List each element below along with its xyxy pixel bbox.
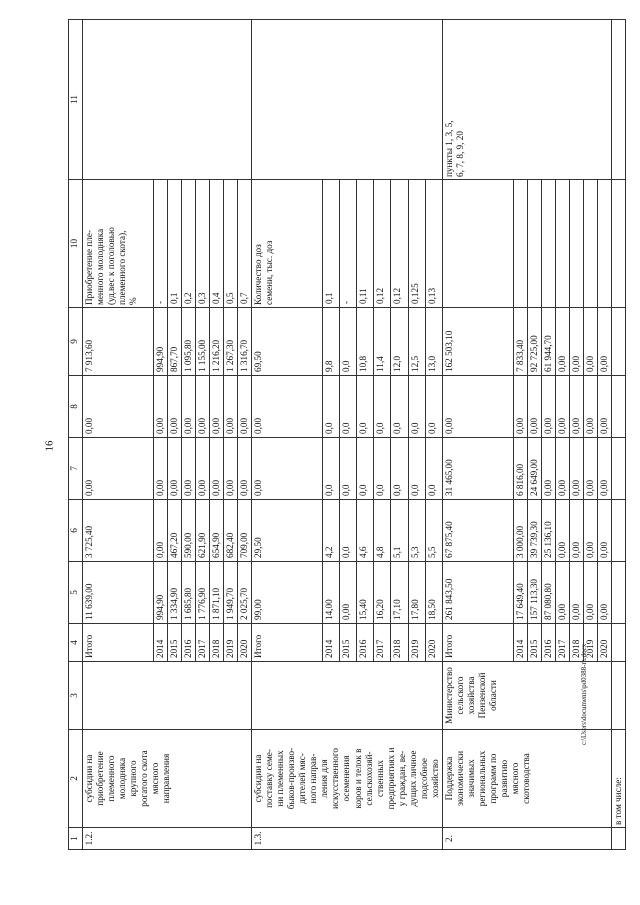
year-c10-cell: 0,5 <box>224 180 238 308</box>
year-c9-cell: 12,0 <box>391 308 408 376</box>
year-c10-cell <box>541 180 555 308</box>
responsible-body <box>83 662 252 730</box>
year-c9-cell: 1 316,70 <box>238 308 252 376</box>
section-total-row <box>442 20 513 850</box>
year-c10-cell: 0,12 <box>391 180 408 308</box>
empty-cell <box>611 500 625 562</box>
year-year-cell: 2014 <box>323 624 340 662</box>
year-c5-cell: 0,00 <box>340 562 357 624</box>
related-items-note: пункты 1, 3, 5, 6, 7, 8, 9, 20 <box>442 20 611 180</box>
year-c9-cell: 11,4 <box>374 308 391 376</box>
year-year-cell: 2018 <box>569 624 583 662</box>
year-c5-cell: 14,00 <box>323 562 340 624</box>
year-year-cell: 2015 <box>340 624 357 662</box>
item-name: субсидии на приобретение племенного молодняка крупного рогатого скота мясного направления <box>83 730 252 828</box>
header-cell: 6 <box>69 500 83 562</box>
year-year-cell: 2020 <box>238 624 252 662</box>
year-c6-cell: 5,3 <box>408 500 425 562</box>
year-c9-cell: 1 216,20 <box>210 308 224 376</box>
year-c5-cell: 17 649,40 <box>513 562 527 624</box>
header-cell: 1 <box>69 828 83 850</box>
year-c8-cell: 0,0 <box>408 376 425 438</box>
year-c6-cell: 25 136,10 <box>541 500 555 562</box>
year-c8-cell: 0,00 <box>527 376 541 438</box>
year-c10-cell: - <box>154 180 168 308</box>
year-c10-cell <box>569 180 583 308</box>
year-c9-cell: 92 725,00 <box>527 308 541 376</box>
year-c7-cell: 0,0 <box>323 438 340 500</box>
year-c6-cell: 654,90 <box>210 500 224 562</box>
empty-cell <box>611 376 625 438</box>
year-c8-cell: 0,00 <box>168 376 182 438</box>
total-c9-cell: 69,50 <box>252 308 323 376</box>
year-c8-cell: 0,0 <box>357 376 374 438</box>
year-c7-cell: 0,00 <box>238 438 252 500</box>
year-year-cell: 2017 <box>196 624 210 662</box>
year-c6-cell: 0,00 <box>597 500 611 562</box>
year-c7-cell: 0,00 <box>182 438 196 500</box>
year-c10-cell: 0,11 <box>357 180 374 308</box>
empty-cell <box>611 20 625 180</box>
year-c6-cell: 4,2 <box>323 500 340 562</box>
year-year-cell: 2019 <box>408 624 425 662</box>
year-year-cell: 2017 <box>555 624 569 662</box>
indicator-name: Количество доз семени, тыс. доз <box>252 180 323 308</box>
year-c7-cell: 0,00 <box>569 438 583 500</box>
total-year-cell: Итого <box>442 624 513 662</box>
year-c5-cell: 87 080,80 <box>541 562 555 624</box>
year-c10-cell: 0,4 <box>210 180 224 308</box>
year-c5-cell: 1 776,90 <box>196 562 210 624</box>
year-c7-cell: 0,00 <box>154 438 168 500</box>
header-cell: 5 <box>69 562 83 624</box>
item-number: 2. <box>442 828 611 850</box>
header-cell: 3 <box>69 662 83 730</box>
year-year-cell: 2018 <box>210 624 224 662</box>
year-c8-cell: 0,00 <box>210 376 224 438</box>
year-c8-cell: 0,00 <box>196 376 210 438</box>
header-cell: 2 <box>69 730 83 828</box>
year-c9-cell: 61 944,70 <box>541 308 555 376</box>
year-year-cell: 2015 <box>168 624 182 662</box>
year-c8-cell: 0,00 <box>583 376 597 438</box>
year-c7-cell: 0,0 <box>357 438 374 500</box>
empty-cell <box>611 828 625 850</box>
year-c8-cell: 0,00 <box>569 376 583 438</box>
page-number: 16 <box>43 440 56 452</box>
year-c8-cell: 0,00 <box>513 376 527 438</box>
year-c8-cell: 0,0 <box>391 376 408 438</box>
empty-cell <box>611 562 625 624</box>
header-cell: 8 <box>69 376 83 438</box>
year-c5-cell: 1 334,90 <box>168 562 182 624</box>
item-name: субсидии на поставку семе- ни племенных быков-произво- дителей мяс- ного направ- ления для искусственного осеменения коров и телок в сельскохозяй- ственных предприятиях и у граждан, ве- дущих личное подсобное хозяйство <box>252 730 443 828</box>
total-c5-cell: 11 639,00 <box>83 562 154 624</box>
year-c6-cell: 0,00 <box>154 500 168 562</box>
year-c10-cell: 0,125 <box>408 180 425 308</box>
year-c7-cell: 0,00 <box>597 438 611 500</box>
total-year-cell: Итого <box>252 624 323 662</box>
year-c6-cell: 682,40 <box>224 500 238 562</box>
year-c5-cell: 1 871,10 <box>210 562 224 624</box>
year-year-cell: 2019 <box>583 624 597 662</box>
year-c5-cell: 16,20 <box>374 562 391 624</box>
section-total-row <box>83 20 154 850</box>
total-c7-cell: 0,00 <box>83 438 154 500</box>
year-year-cell: 2020 <box>597 624 611 662</box>
year-c9-cell: 1 267,30 <box>224 308 238 376</box>
year-c5-cell: 17,10 <box>391 562 408 624</box>
year-c5-cell: 15,40 <box>357 562 374 624</box>
total-c5-cell: 99,00 <box>252 562 323 624</box>
year-c7-cell: 0,00 <box>224 438 238 500</box>
rotated-table-container <box>68 20 623 850</box>
year-c7-cell: 0,00 <box>555 438 569 500</box>
year-c7-cell: 0,00 <box>196 438 210 500</box>
year-c5-cell: 1 949,70 <box>224 562 238 624</box>
year-c8-cell: 0,00 <box>238 376 252 438</box>
year-c10-cell <box>513 180 527 308</box>
year-c5-cell: 2 025,70 <box>238 562 252 624</box>
year-c6-cell: 5,1 <box>391 500 408 562</box>
year-c5-cell: 157 113,30 <box>527 562 541 624</box>
year-c8-cell: 0,0 <box>340 376 357 438</box>
year-c10-cell <box>527 180 541 308</box>
year-c9-cell: 7 833,40 <box>513 308 527 376</box>
year-c6-cell: 0,00 <box>555 500 569 562</box>
year-c7-cell: 0,00 <box>541 438 555 500</box>
year-year-cell: 2016 <box>541 624 555 662</box>
year-c7-cell: 0,0 <box>408 438 425 500</box>
year-c9-cell: 1 155,00 <box>196 308 210 376</box>
year-c10-cell <box>555 180 569 308</box>
year-c10-cell: 0,13 <box>425 180 442 308</box>
total-c9-cell: 7 913,60 <box>83 308 154 376</box>
year-c6-cell: 621,90 <box>196 500 210 562</box>
empty-cell <box>611 624 625 662</box>
year-c9-cell: 0,00 <box>597 308 611 376</box>
section-total-row <box>252 20 323 850</box>
year-c7-cell: 24 649,00 <box>527 438 541 500</box>
year-c8-cell: 0,00 <box>541 376 555 438</box>
year-c5-cell: 18,50 <box>425 562 442 624</box>
year-c8-cell: 0,00 <box>224 376 238 438</box>
total-c6-cell: 29,50 <box>252 500 323 562</box>
year-c7-cell: 0,0 <box>374 438 391 500</box>
header-cell: 7 <box>69 438 83 500</box>
year-c5-cell: 17,80 <box>408 562 425 624</box>
year-c6-cell: 0,00 <box>583 500 597 562</box>
year-c5-cell: 994,90 <box>154 562 168 624</box>
year-c5-cell: 0,00 <box>569 562 583 624</box>
year-c9-cell: 0,0 <box>340 308 357 376</box>
year-c9-cell: 994,90 <box>154 308 168 376</box>
year-c7-cell: 0,0 <box>340 438 357 500</box>
empty-cell <box>611 662 625 730</box>
total-year-cell: Итого <box>83 624 154 662</box>
total-c8-cell: 0,00 <box>442 376 513 438</box>
total-c8-cell: 0,00 <box>83 376 154 438</box>
year-c9-cell: 867,70 <box>168 308 182 376</box>
header-row <box>69 20 83 850</box>
year-c9-cell: 0,00 <box>583 308 597 376</box>
header-cell: 9 <box>69 308 83 376</box>
responsible-body <box>252 662 443 730</box>
year-c10-cell: 0,2 <box>182 180 196 308</box>
year-c6-cell: 4,8 <box>374 500 391 562</box>
empty-cell <box>611 180 625 308</box>
year-year-cell: 2014 <box>154 624 168 662</box>
header-cell: 10 <box>69 180 83 308</box>
program-budget-table <box>68 19 626 850</box>
total-c6-cell: 3 725,40 <box>83 500 154 562</box>
year-c6-cell: 5,5 <box>425 500 442 562</box>
year-year-cell: 2014 <box>513 624 527 662</box>
year-c9-cell: 13,0 <box>425 308 442 376</box>
item-name: Поддержка экономически значимых региональных программ по развитию мясного скотоводства <box>442 730 611 828</box>
year-year-cell: 2016 <box>357 624 374 662</box>
year-c10-cell <box>583 180 597 308</box>
year-c7-cell: 0,00 <box>168 438 182 500</box>
year-c6-cell: 709,00 <box>238 500 252 562</box>
year-c9-cell: 1 095,80 <box>182 308 196 376</box>
indicator-name <box>442 180 513 308</box>
year-c8-cell: 0,00 <box>555 376 569 438</box>
responsible-body: Министерство сельского хозяйства Пензенской области <box>442 662 611 730</box>
year-c9-cell: 0,00 <box>569 308 583 376</box>
year-c10-cell: 0,1 <box>323 180 340 308</box>
empty-cell <box>611 308 625 376</box>
year-c10-cell <box>597 180 611 308</box>
related-items-note <box>83 20 252 180</box>
header-cell: 11 <box>69 20 83 180</box>
including-row <box>611 20 625 850</box>
year-c5-cell: 0,00 <box>597 562 611 624</box>
footer-file-path: c:\Users\documents\pd0388-m.docx <box>580 643 588 745</box>
year-c10-cell: 0,7 <box>238 180 252 308</box>
year-year-cell: 2015 <box>527 624 541 662</box>
related-items-note <box>252 20 443 180</box>
year-c9-cell: 9,8 <box>323 308 340 376</box>
total-c6-cell: 67 875,40 <box>442 500 513 562</box>
year-year-cell: 2020 <box>425 624 442 662</box>
year-c7-cell: 0,00 <box>210 438 224 500</box>
total-c5-cell: 261 843,50 <box>442 562 513 624</box>
total-c8-cell: 0,00 <box>252 376 323 438</box>
year-c7-cell: 0,0 <box>391 438 408 500</box>
year-c8-cell: 0,00 <box>154 376 168 438</box>
year-c10-cell: 0,1 <box>168 180 182 308</box>
year-c6-cell: 0,00 <box>569 500 583 562</box>
year-c10-cell: 0,12 <box>374 180 391 308</box>
year-c9-cell: 0,00 <box>555 308 569 376</box>
year-c10-cell: - <box>340 180 357 308</box>
including-label: в том числе: <box>611 730 625 828</box>
year-c6-cell: 39 739,30 <box>527 500 541 562</box>
year-c7-cell: 0,00 <box>583 438 597 500</box>
year-c6-cell: 4,6 <box>357 500 374 562</box>
year-c8-cell: 0,0 <box>374 376 391 438</box>
total-c9-cell: 162 503,10 <box>442 308 513 376</box>
year-c6-cell: 3 000,00 <box>513 500 527 562</box>
year-year-cell: 2019 <box>224 624 238 662</box>
header-cell: 4 <box>69 624 83 662</box>
total-c7-cell: 0,00 <box>252 438 323 500</box>
year-c6-cell: 590,00 <box>182 500 196 562</box>
year-c8-cell: 0,00 <box>597 376 611 438</box>
year-c8-cell: 0,0 <box>425 376 442 438</box>
year-c7-cell: 6 816,00 <box>513 438 527 500</box>
year-c8-cell: 0,0 <box>323 376 340 438</box>
indicator-name: Приобретение пле- менного молодняка (уд.вес к поголовью племенного скота), % <box>83 180 154 308</box>
total-c7-cell: 31 465,00 <box>442 438 513 500</box>
year-year-cell: 2016 <box>182 624 196 662</box>
year-c5-cell: 1 685,80 <box>182 562 196 624</box>
year-c9-cell: 12,5 <box>408 308 425 376</box>
year-c6-cell: 0,0 <box>340 500 357 562</box>
year-year-cell: 2018 <box>391 624 408 662</box>
empty-cell <box>611 438 625 500</box>
year-c7-cell: 0,0 <box>425 438 442 500</box>
year-c6-cell: 467,20 <box>168 500 182 562</box>
item-number: 1.3. <box>252 828 443 850</box>
year-c10-cell: 0,3 <box>196 180 210 308</box>
year-c8-cell: 0,00 <box>182 376 196 438</box>
year-c5-cell: 0,00 <box>583 562 597 624</box>
item-number: 1.2. <box>83 828 252 850</box>
year-c9-cell: 10,8 <box>357 308 374 376</box>
year-year-cell: 2017 <box>374 624 391 662</box>
year-c5-cell: 0,00 <box>555 562 569 624</box>
